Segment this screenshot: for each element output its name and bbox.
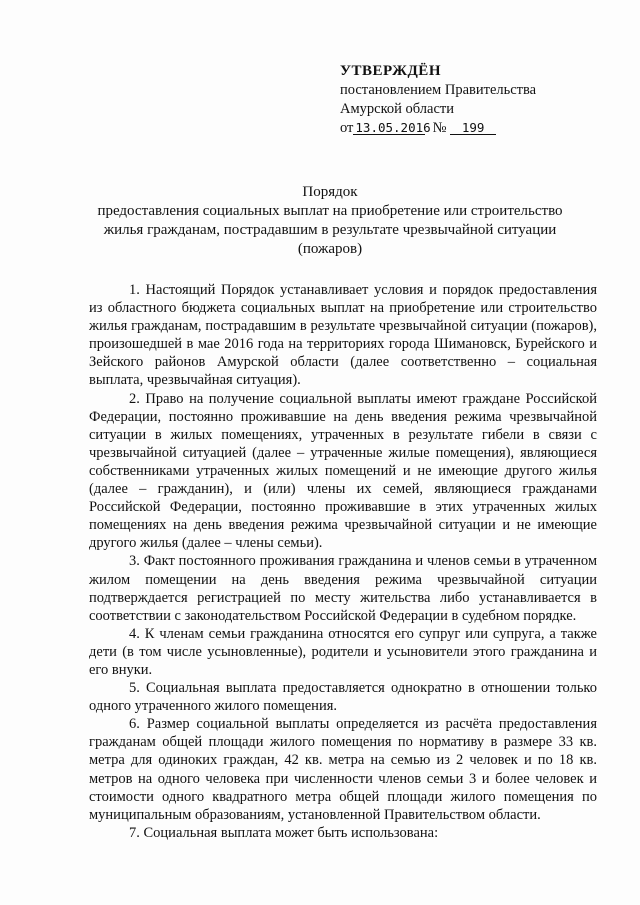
- title-line-4: (пожаров): [297, 241, 363, 257]
- document-title: [80, 183, 580, 259]
- approval-line-1: постановлением Правительства: [340, 82, 537, 98]
- title-line-2: предоставления социальных выплат на приобретение или строительство: [97, 203, 563, 219]
- paragraph-7: 7. Социальная выплата может быть использована:: [129, 824, 439, 841]
- document-body: [89, 281, 597, 842]
- from-label: от: [340, 120, 354, 136]
- title-line-1: Порядок: [302, 184, 358, 200]
- paragraph-6: 6. Размер социальной выплаты определяется из расчёта предоставления гражданам общей площади жилого помещения по нормативу в размере 33 кв. метра для одиноких граждан, 42 кв. метра на семью из 2 человек и по 18 кв. метров на одного человека при численности членов семьи 3 и более человек и стоимости одного квадратного метра общей площади жилого помещения по муниципальным образованиям, установленной Правительством области.: [89, 716, 597, 823]
- approval-date-line: [340, 119, 600, 138]
- paragraph-5: 5. Социальная выплата предоставляется однократно в отношении только одного утраченного жилого помещения.: [89, 680, 597, 715]
- approval-date: 13.05.2016: [355, 120, 431, 135]
- approval-block: [340, 62, 600, 138]
- paragraph-2: 2. Право на получение социальной выплаты имеют граждане Российской Федерации, постоянно проживавшие на день введения режима чрезвычайной ситуации в жилых помещениях, утраченных в результате гибели в связи с чрезвычайной ситуацией (далее – утраченные жилые помещения), являющиеся собственниками утраченных жилых помещений и не имеющие другого жилья (далее – гражданин), и (или) члены их семей, являющиеся гражданами Российской Федерации, постоянно проживавшие в этих утраченных жилых помещениях на день введения режима чрезвычайной ситуации и не имеющие другого жилья (далее – члены семьи).: [89, 390, 597, 552]
- approval-heading: УТВЕРЖДЁН: [340, 63, 441, 79]
- approval-line-2: Амурской области: [340, 101, 454, 117]
- approval-number: 199: [450, 121, 496, 135]
- paragraph-3: 3. Факт постоянного проживания гражданина и членов семьи в утраченном жилом помещении на день введения режима чрезвычайной ситуации подтверждается регистрацией по месту жительства либо устанавливается в соответствии с законодательством Российской Федерации в судебном порядке.: [89, 553, 597, 624]
- title-line-3: жилья гражданам, пострадавшим в результате чрезвычайной ситуации: [103, 222, 557, 238]
- number-label: №: [432, 120, 447, 136]
- paragraph-1: 1. Настоящий Порядок устанавливает условия и порядок предоставления из областного бюджета социальных выплат на приобретение или строительство жилья гражданам, пострадавшим в результате чрезвычайной ситуации (пожаров), произошедшей в мае 2016 года на территориях города Шимановск, Бурейского и Зейского районов Амурской области (далее соответственно – социальная выплата, чрезвычайная ситуация).: [89, 282, 597, 389]
- paragraph-4: 4. К членам семьи гражданина относятся его супруг или супруга, а также дети (в том числе усыновленные), родители и усыновители этого гражданина и его внуки.: [89, 625, 597, 678]
